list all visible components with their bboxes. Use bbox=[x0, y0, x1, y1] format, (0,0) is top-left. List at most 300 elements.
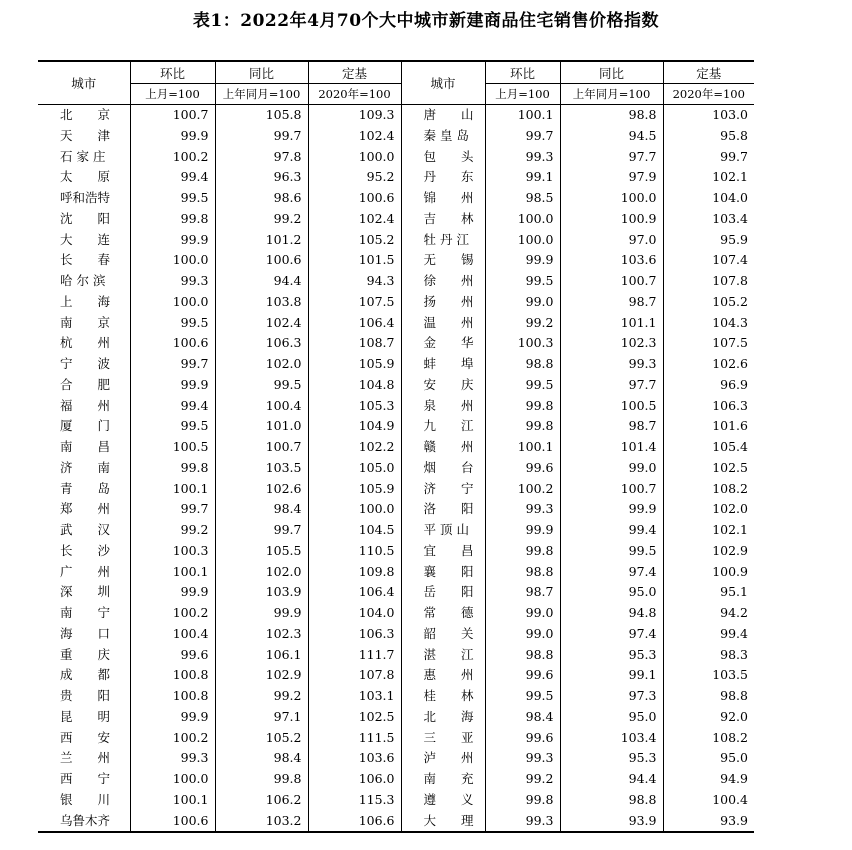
tongbi-value-right: 100.9 bbox=[560, 209, 663, 230]
huanbi-value-left: 100.3 bbox=[130, 541, 215, 562]
tongbi-value-left: 98.4 bbox=[215, 499, 308, 520]
tongbi-value-right: 95.3 bbox=[560, 748, 663, 769]
table-row bbox=[38, 396, 754, 417]
city-name-right: 湛 江 bbox=[401, 645, 485, 666]
city-name-right: 岳 阳 bbox=[401, 582, 485, 603]
table-row bbox=[38, 645, 754, 666]
huanbi-value-left: 99.5 bbox=[130, 416, 215, 437]
city-name-right: 泉 州 bbox=[401, 396, 485, 417]
huanbi-value-right: 100.3 bbox=[485, 333, 560, 354]
tongbi-value-right: 100.7 bbox=[560, 271, 663, 292]
tongbi-value-right: 99.4 bbox=[560, 520, 663, 541]
tongbi-value-right: 97.7 bbox=[560, 375, 663, 396]
dingji-value-left: 103.6 bbox=[308, 748, 401, 769]
dingji-value-left: 109.8 bbox=[308, 562, 401, 583]
tongbi-value-left: 98.6 bbox=[215, 188, 308, 209]
tongbi-value-right: 98.8 bbox=[560, 790, 663, 811]
dingji-value-right: 99.4 bbox=[663, 624, 754, 645]
huanbi-value-right: 99.8 bbox=[485, 541, 560, 562]
city-name-left: 哈 尔 滨 bbox=[60, 273, 106, 288]
city-name-left: 沈 阳 bbox=[60, 210, 111, 226]
dingji-value-left: 106.6 bbox=[308, 811, 401, 833]
city-name-right: 吉 林 bbox=[401, 209, 485, 230]
dingji-header-2: 定基 bbox=[663, 61, 754, 84]
table-row bbox=[38, 354, 754, 375]
city-name-left: 西 安 bbox=[60, 729, 111, 745]
dingji-value-right: 92.0 bbox=[663, 707, 754, 728]
city-name-right: 蚌 埠 bbox=[401, 354, 485, 375]
tongbi-header: 同比 bbox=[215, 61, 308, 84]
dingji-value-right: 94.2 bbox=[663, 603, 754, 624]
tongbi-value-right: 100.0 bbox=[560, 188, 663, 209]
dingji-value-left: 106.0 bbox=[308, 769, 401, 790]
city-name-right: 锦 州 bbox=[401, 188, 485, 209]
dingji-value-right: 98.3 bbox=[663, 645, 754, 666]
dingji-value-left: 105.2 bbox=[308, 230, 401, 251]
city-name-right: 大 理 bbox=[401, 811, 485, 833]
dingji-value-right: 101.6 bbox=[663, 416, 754, 437]
huanbi-value-left: 99.9 bbox=[130, 375, 215, 396]
huanbi-value-left: 99.4 bbox=[130, 167, 215, 188]
tongbi-value-left: 99.5 bbox=[215, 375, 308, 396]
tongbi-value-left: 102.0 bbox=[215, 562, 308, 583]
dingji-value-right: 100.4 bbox=[663, 790, 754, 811]
city-name-left: 乌鲁木齐 bbox=[38, 811, 130, 833]
table-row bbox=[38, 313, 754, 334]
huanbi-value-right: 99.5 bbox=[485, 686, 560, 707]
city-name-left: 南 宁 bbox=[60, 605, 111, 620]
city-name-left: 南 昌 bbox=[60, 439, 111, 454]
dingji-value-left: 104.5 bbox=[308, 520, 401, 541]
huanbi-value-left: 99.8 bbox=[130, 458, 215, 479]
huanbi-value-right: 99.2 bbox=[485, 313, 560, 334]
huanbi-value-right: 100.1 bbox=[485, 105, 560, 126]
table-body bbox=[38, 105, 754, 833]
tongbi-value-right: 97.4 bbox=[560, 562, 663, 583]
dingji-value-left: 111.7 bbox=[308, 645, 401, 666]
tongbi-value-right: 98.8 bbox=[560, 105, 663, 126]
huanbi-value-right: 99.0 bbox=[485, 624, 560, 645]
tongbi-value-right: 95.3 bbox=[560, 645, 663, 666]
tongbi-value-right: 97.9 bbox=[560, 167, 663, 188]
tongbi-base: 上年同月=100 bbox=[215, 84, 308, 105]
tongbi-base-2: 上年同月=100 bbox=[560, 84, 663, 105]
tongbi-value-left: 106.2 bbox=[215, 790, 308, 811]
dingji-value-left: 95.2 bbox=[308, 167, 401, 188]
dingji-value-right: 96.9 bbox=[663, 375, 754, 396]
table-row bbox=[38, 624, 754, 645]
table-row bbox=[38, 728, 754, 749]
huanbi-value-left: 100.1 bbox=[130, 562, 215, 583]
huanbi-value-right: 98.8 bbox=[485, 645, 560, 666]
dingji-value-right: 98.8 bbox=[663, 686, 754, 707]
huanbi-value-left: 100.5 bbox=[130, 437, 215, 458]
price-index-table bbox=[38, 60, 754, 833]
dingji-value-left: 105.9 bbox=[308, 354, 401, 375]
huanbi-header-2: 环比 bbox=[485, 61, 560, 84]
tongbi-value-left: 99.2 bbox=[215, 209, 308, 230]
city-name-left: 厦 门 bbox=[60, 418, 111, 434]
huanbi-base-2: 上月=100 bbox=[485, 84, 560, 105]
tongbi-value-left: 94.4 bbox=[215, 271, 308, 292]
tongbi-value-right: 100.7 bbox=[560, 479, 663, 500]
huanbi-value-right: 99.1 bbox=[485, 167, 560, 188]
table-row bbox=[38, 375, 754, 396]
city-name-right: 襄 阳 bbox=[401, 562, 485, 583]
table-row bbox=[38, 811, 754, 833]
huanbi-value-right: 100.2 bbox=[485, 479, 560, 500]
table-row bbox=[38, 126, 754, 147]
dingji-value-left: 109.3 bbox=[308, 105, 401, 126]
tongbi-value-left: 100.6 bbox=[215, 250, 308, 271]
city-name-right: 宜 昌 bbox=[401, 541, 485, 562]
dingji-value-right: 105.4 bbox=[663, 437, 754, 458]
dingji-value-left: 106.4 bbox=[308, 313, 401, 334]
dingji-value-right: 95.0 bbox=[663, 748, 754, 769]
table-row bbox=[38, 458, 754, 479]
tongbi-value-right: 98.7 bbox=[560, 292, 663, 313]
huanbi-value-right: 99.6 bbox=[485, 728, 560, 749]
tongbi-value-right: 95.0 bbox=[560, 582, 663, 603]
huanbi-value-left: 100.2 bbox=[130, 147, 215, 168]
city-name-right: 常 德 bbox=[401, 603, 485, 624]
tongbi-value-left: 103.5 bbox=[215, 458, 308, 479]
tongbi-value-left: 102.0 bbox=[215, 354, 308, 375]
huanbi-value-right: 99.5 bbox=[485, 375, 560, 396]
city-header: 城市 bbox=[38, 61, 130, 105]
city-name-left: 宁 波 bbox=[60, 356, 111, 371]
huanbi-value-right: 99.9 bbox=[485, 250, 560, 271]
huanbi-value-right: 98.5 bbox=[485, 188, 560, 209]
tongbi-value-left: 99.2 bbox=[215, 686, 308, 707]
city-name-left: 昆 明 bbox=[60, 708, 111, 724]
tongbi-value-left: 102.6 bbox=[215, 479, 308, 500]
huanbi-value-right: 100.0 bbox=[485, 209, 560, 230]
city-name-left: 重 庆 bbox=[60, 646, 111, 662]
tongbi-value-left: 101.2 bbox=[215, 230, 308, 251]
dingji-value-left: 108.7 bbox=[308, 333, 401, 354]
huanbi-base: 上月=100 bbox=[130, 84, 215, 105]
huanbi-value-left: 100.0 bbox=[130, 769, 215, 790]
city-name-right: 韶 关 bbox=[401, 624, 485, 645]
huanbi-value-right: 99.3 bbox=[485, 748, 560, 769]
tongbi-value-left: 102.9 bbox=[215, 665, 308, 686]
tongbi-value-right: 94.5 bbox=[560, 126, 663, 147]
dingji-value-left: 104.9 bbox=[308, 416, 401, 437]
city-name-left: 银 川 bbox=[60, 791, 111, 807]
huanbi-value-right: 100.1 bbox=[485, 437, 560, 458]
tongbi-value-right: 97.7 bbox=[560, 147, 663, 168]
tongbi-value-right: 97.0 bbox=[560, 230, 663, 251]
city-name-right: 扬 州 bbox=[401, 292, 485, 313]
city-name-right: 无 锡 bbox=[401, 250, 485, 271]
dingji-value-left: 102.4 bbox=[308, 126, 401, 147]
table-row bbox=[38, 665, 754, 686]
dingji-value-left: 94.3 bbox=[308, 271, 401, 292]
huanbi-value-right: 99.8 bbox=[485, 790, 560, 811]
tongbi-value-right: 99.5 bbox=[560, 541, 663, 562]
dingji-value-right: 100.9 bbox=[663, 562, 754, 583]
huanbi-value-left: 99.9 bbox=[130, 582, 215, 603]
huanbi-value-left: 99.9 bbox=[130, 126, 215, 147]
table-row bbox=[38, 479, 754, 500]
city-name-left: 青 岛 bbox=[60, 480, 111, 496]
table-row bbox=[38, 147, 754, 168]
tongbi-value-left: 97.1 bbox=[215, 707, 308, 728]
city-name-left: 武 汉 bbox=[60, 522, 111, 537]
tongbi-value-left: 100.4 bbox=[215, 396, 308, 417]
city-name-left: 郑 州 bbox=[60, 501, 111, 517]
dingji-base-2: 2020年=100 bbox=[663, 84, 754, 105]
dingji-value-right: 104.0 bbox=[663, 188, 754, 209]
huanbi-value-left: 100.8 bbox=[130, 665, 215, 686]
table-row bbox=[38, 271, 754, 292]
huanbi-value-left: 100.0 bbox=[130, 250, 215, 271]
city-name-right: 赣 州 bbox=[401, 437, 485, 458]
city-header-2: 城市 bbox=[401, 61, 485, 105]
tongbi-value-left: 100.7 bbox=[215, 437, 308, 458]
city-name-left: 大 连 bbox=[60, 231, 111, 247]
tongbi-value-right: 95.0 bbox=[560, 707, 663, 728]
table-title: 表1：2022年4月70个大中城市新建商品住宅销售价格指数 bbox=[192, 11, 660, 31]
huanbi-value-right: 98.7 bbox=[485, 582, 560, 603]
city-name-right: 温 州 bbox=[401, 313, 485, 334]
city-name-right: 泸 州 bbox=[401, 748, 485, 769]
table-row bbox=[38, 769, 754, 790]
huanbi-value-left: 100.8 bbox=[130, 686, 215, 707]
table-row bbox=[38, 292, 754, 313]
dingji-value-right: 103.0 bbox=[663, 105, 754, 126]
huanbi-value-right: 99.3 bbox=[485, 499, 560, 520]
huanbi-value-left: 99.8 bbox=[130, 209, 215, 230]
city-name-left: 呼和浩特 bbox=[60, 190, 111, 205]
dingji-value-right: 95.9 bbox=[663, 230, 754, 251]
tongbi-value-right: 97.4 bbox=[560, 624, 663, 645]
dingji-value-right: 102.1 bbox=[663, 167, 754, 188]
dingji-value-left: 105.0 bbox=[308, 458, 401, 479]
dingji-base: 2020年=100 bbox=[308, 84, 401, 105]
huanbi-value-left: 99.2 bbox=[130, 520, 215, 541]
table-row bbox=[38, 582, 754, 603]
dingji-value-right: 102.5 bbox=[663, 458, 754, 479]
tongbi-value-left: 105.8 bbox=[215, 105, 308, 126]
dingji-value-right: 108.2 bbox=[663, 479, 754, 500]
city-name-left: 太 原 bbox=[60, 169, 111, 185]
huanbi-value-left: 100.6 bbox=[130, 811, 215, 833]
table-row bbox=[38, 416, 754, 437]
tongbi-value-right: 101.1 bbox=[560, 313, 663, 334]
tongbi-value-left: 99.9 bbox=[215, 603, 308, 624]
table-row bbox=[38, 188, 754, 209]
city-name-left: 深 圳 bbox=[60, 584, 111, 600]
city-name-left: 贵 阳 bbox=[60, 688, 111, 703]
huanbi-value-right: 98.4 bbox=[485, 707, 560, 728]
city-name-right: 桂 林 bbox=[401, 686, 485, 707]
huanbi-value-right: 99.2 bbox=[485, 769, 560, 790]
huanbi-value-left: 100.1 bbox=[130, 790, 215, 811]
city-name-left: 福 州 bbox=[60, 397, 111, 413]
huanbi-value-left: 99.3 bbox=[130, 748, 215, 769]
dingji-value-left: 100.0 bbox=[308, 499, 401, 520]
tongbi-value-left: 96.3 bbox=[215, 167, 308, 188]
dingji-value-right: 93.9 bbox=[663, 811, 754, 833]
huanbi-value-left: 99.3 bbox=[130, 271, 215, 292]
huanbi-value-right: 99.7 bbox=[485, 126, 560, 147]
tongbi-value-left: 102.3 bbox=[215, 624, 308, 645]
table-row bbox=[38, 603, 754, 624]
table-row bbox=[38, 707, 754, 728]
dingji-value-left: 101.5 bbox=[308, 250, 401, 271]
dingji-value-left: 107.8 bbox=[308, 665, 401, 686]
city-name-right: 丹 东 bbox=[401, 167, 485, 188]
dingji-value-left: 106.3 bbox=[308, 624, 401, 645]
tongbi-value-left: 98.4 bbox=[215, 748, 308, 769]
dingji-value-left: 111.5 bbox=[308, 728, 401, 749]
huanbi-value-left: 100.4 bbox=[130, 624, 215, 645]
city-name-right: 济 宁 bbox=[401, 479, 485, 500]
huanbi-value-left: 100.2 bbox=[130, 603, 215, 624]
dingji-value-right: 107.4 bbox=[663, 250, 754, 271]
dingji-value-right: 103.4 bbox=[663, 209, 754, 230]
huanbi-value-left: 99.5 bbox=[130, 188, 215, 209]
table-row bbox=[38, 541, 754, 562]
city-name-right: 烟 台 bbox=[401, 458, 485, 479]
huanbi-value-left: 99.7 bbox=[130, 354, 215, 375]
city-name-right: 惠 州 bbox=[401, 665, 485, 686]
huanbi-value-left: 100.7 bbox=[130, 105, 215, 126]
huanbi-value-right: 99.8 bbox=[485, 396, 560, 417]
city-name-left: 济 南 bbox=[60, 459, 111, 475]
city-name-left: 海 口 bbox=[60, 625, 111, 641]
huanbi-value-left: 99.9 bbox=[130, 707, 215, 728]
city-name-left: 兰 州 bbox=[60, 750, 111, 766]
huanbi-value-right: 99.3 bbox=[485, 147, 560, 168]
city-name-right: 安 庆 bbox=[401, 375, 485, 396]
huanbi-value-left: 99.7 bbox=[130, 499, 215, 520]
huanbi-value-right: 99.6 bbox=[485, 458, 560, 479]
tongbi-value-right: 94.8 bbox=[560, 603, 663, 624]
huanbi-value-left: 100.2 bbox=[130, 728, 215, 749]
tongbi-value-right: 99.9 bbox=[560, 499, 663, 520]
dingji-value-right: 105.2 bbox=[663, 292, 754, 313]
huanbi-value-left: 99.6 bbox=[130, 645, 215, 666]
dingji-value-left: 105.9 bbox=[308, 479, 401, 500]
tongbi-value-left: 99.8 bbox=[215, 769, 308, 790]
tongbi-value-right: 99.1 bbox=[560, 665, 663, 686]
city-name-left: 天 津 bbox=[60, 127, 111, 143]
tongbi-value-right: 99.0 bbox=[560, 458, 663, 479]
huanbi-value-right: 98.8 bbox=[485, 562, 560, 583]
tongbi-value-left: 103.8 bbox=[215, 292, 308, 313]
dingji-value-right: 102.1 bbox=[663, 520, 754, 541]
tongbi-value-right: 93.9 bbox=[560, 811, 663, 833]
dingji-value-right: 94.9 bbox=[663, 769, 754, 790]
city-name-left: 石 家 庄 bbox=[60, 148, 106, 164]
table-row bbox=[38, 167, 754, 188]
table-row bbox=[38, 499, 754, 520]
city-name-left: 南 京 bbox=[60, 314, 111, 330]
huanbi-value-right: 98.8 bbox=[485, 354, 560, 375]
city-name-right: 金 华 bbox=[401, 333, 485, 354]
tongbi-value-left: 97.8 bbox=[215, 147, 308, 168]
city-name-right: 牡 丹 江 bbox=[401, 230, 485, 251]
tongbi-value-right: 103.4 bbox=[560, 728, 663, 749]
city-name-left: 北 京 bbox=[60, 107, 111, 122]
tongbi-value-left: 106.3 bbox=[215, 333, 308, 354]
huanbi-value-right: 99.5 bbox=[485, 271, 560, 292]
table-row bbox=[38, 209, 754, 230]
tongbi-value-left: 105.2 bbox=[215, 728, 308, 749]
tongbi-header-2: 同比 bbox=[560, 61, 663, 84]
dingji-value-right: 95.1 bbox=[663, 582, 754, 603]
city-name-right: 九 江 bbox=[401, 416, 485, 437]
dingji-value-right: 95.8 bbox=[663, 126, 754, 147]
huanbi-value-right: 99.3 bbox=[485, 811, 560, 833]
tongbi-value-left: 105.5 bbox=[215, 541, 308, 562]
tongbi-value-right: 98.7 bbox=[560, 416, 663, 437]
tongbi-value-right: 97.3 bbox=[560, 686, 663, 707]
city-name-left: 成 都 bbox=[60, 667, 111, 683]
dingji-value-left: 103.1 bbox=[308, 686, 401, 707]
tongbi-value-left: 103.9 bbox=[215, 582, 308, 603]
tongbi-value-left: 99.7 bbox=[215, 520, 308, 541]
city-name-left: 长 春 bbox=[60, 252, 111, 268]
table-row bbox=[38, 250, 754, 271]
dingji-value-left: 102.4 bbox=[308, 209, 401, 230]
huanbi-value-right: 99.0 bbox=[485, 292, 560, 313]
city-name-left: 广 州 bbox=[60, 563, 111, 579]
dingji-value-left: 104.0 bbox=[308, 603, 401, 624]
tongbi-value-left: 102.4 bbox=[215, 313, 308, 334]
tongbi-value-left: 106.1 bbox=[215, 645, 308, 666]
city-name-right: 北 海 bbox=[401, 707, 485, 728]
table-row bbox=[38, 748, 754, 769]
table-row bbox=[38, 520, 754, 541]
dingji-value-right: 103.5 bbox=[663, 665, 754, 686]
city-name-right: 平 顶 山 bbox=[401, 520, 485, 541]
dingji-value-left: 107.5 bbox=[308, 292, 401, 313]
dingji-value-left: 115.3 bbox=[308, 790, 401, 811]
city-name-right: 遵 义 bbox=[401, 790, 485, 811]
city-name-right: 洛 阳 bbox=[401, 499, 485, 520]
huanbi-value-right: 99.6 bbox=[485, 665, 560, 686]
tongbi-value-left: 101.0 bbox=[215, 416, 308, 437]
dingji-value-left: 102.2 bbox=[308, 437, 401, 458]
dingji-value-right: 102.6 bbox=[663, 354, 754, 375]
dingji-value-right: 108.2 bbox=[663, 728, 754, 749]
dingji-value-left: 105.3 bbox=[308, 396, 401, 417]
tongbi-value-left: 99.7 bbox=[215, 126, 308, 147]
tongbi-value-right: 101.4 bbox=[560, 437, 663, 458]
table-row bbox=[38, 230, 754, 251]
dingji-value-right: 106.3 bbox=[663, 396, 754, 417]
tongbi-value-right: 102.3 bbox=[560, 333, 663, 354]
huanbi-value-right: 99.8 bbox=[485, 416, 560, 437]
table-row bbox=[38, 437, 754, 458]
table-row bbox=[38, 686, 754, 707]
dingji-value-left: 100.6 bbox=[308, 188, 401, 209]
huanbi-value-left: 100.1 bbox=[130, 479, 215, 500]
dingji-value-right: 99.7 bbox=[663, 147, 754, 168]
city-name-right: 包 头 bbox=[401, 147, 485, 168]
table-row bbox=[38, 105, 754, 126]
dingji-value-right: 107.5 bbox=[663, 333, 754, 354]
tongbi-value-right: 94.4 bbox=[560, 769, 663, 790]
dingji-value-left: 102.5 bbox=[308, 707, 401, 728]
city-name-left: 上 海 bbox=[60, 293, 111, 309]
dingji-value-right: 102.9 bbox=[663, 541, 754, 562]
city-name-right: 三 亚 bbox=[401, 728, 485, 749]
